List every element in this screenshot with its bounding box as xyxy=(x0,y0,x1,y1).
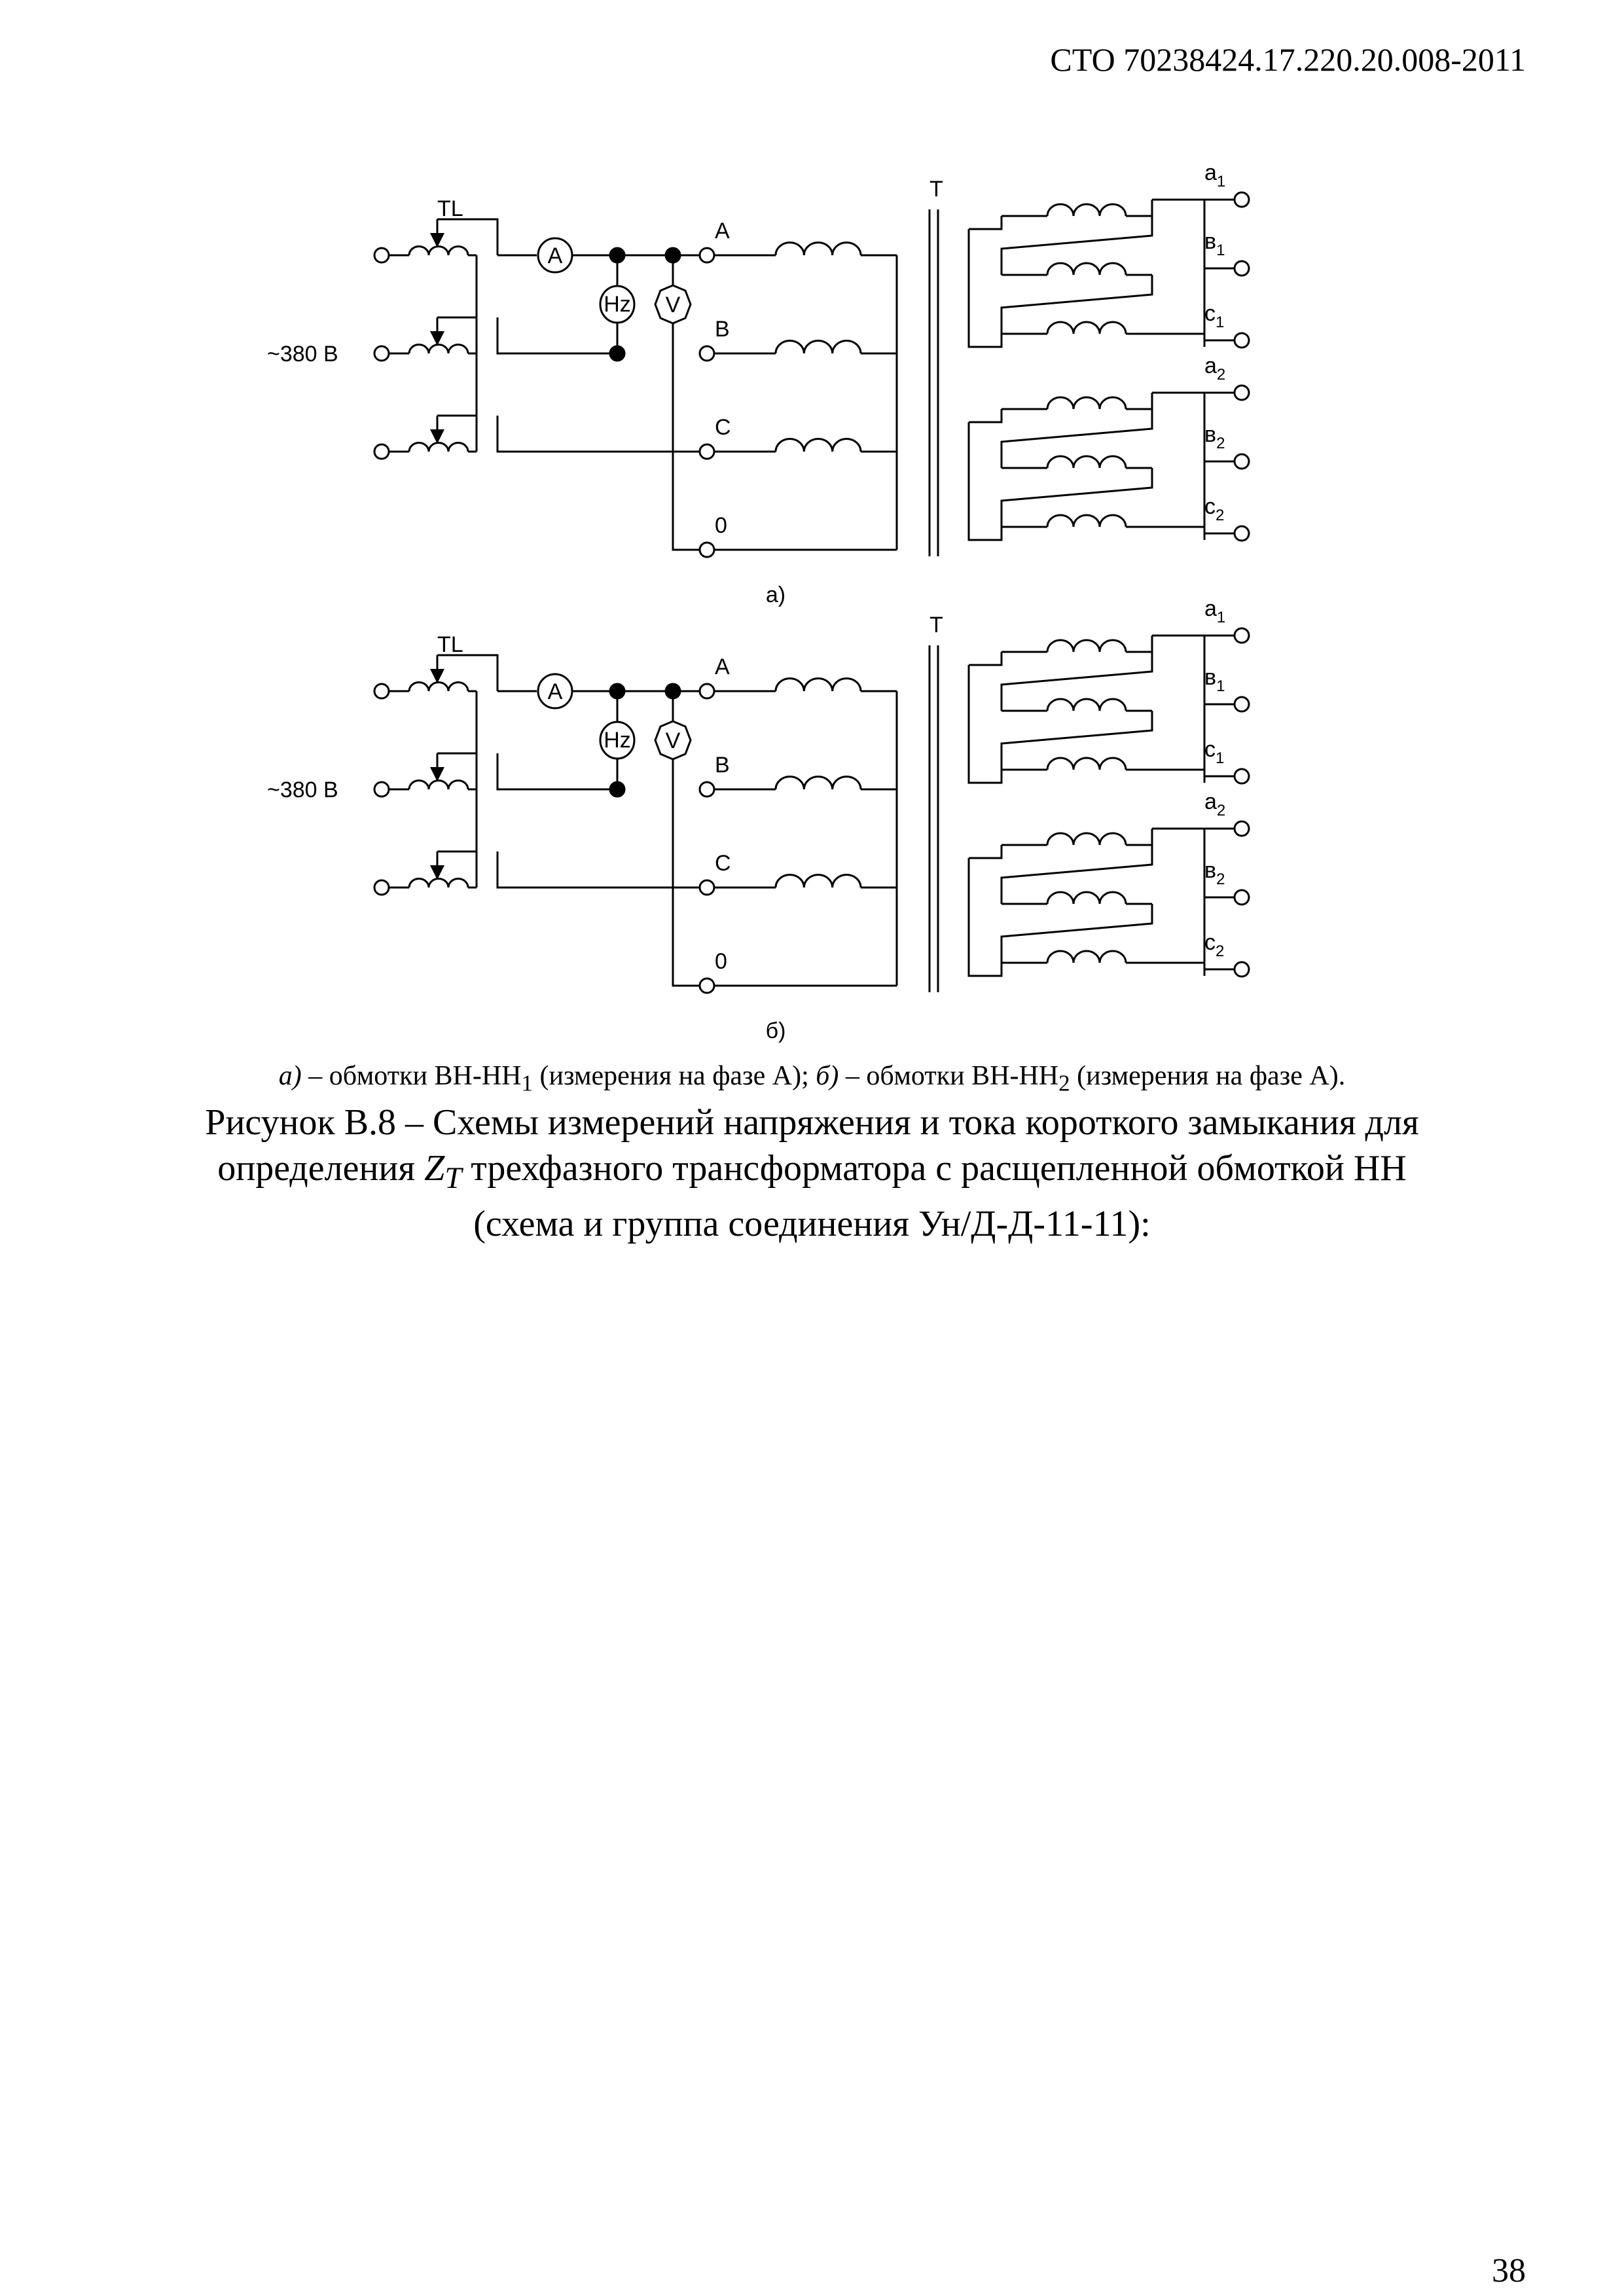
output-terminal xyxy=(1235,261,1249,276)
tap-arrow-icon xyxy=(430,767,444,781)
output-terminal xyxy=(1235,769,1249,783)
hv-winding-coil xyxy=(776,242,861,255)
terminal-label: C xyxy=(715,851,731,876)
input-terminal xyxy=(374,684,389,698)
output-terminal xyxy=(1235,890,1249,905)
transformer-label: T xyxy=(929,613,943,637)
autotransformer-coil xyxy=(409,781,468,790)
terminal-label: A xyxy=(715,219,730,243)
wire xyxy=(969,229,1001,347)
autotransformer-coil xyxy=(409,247,468,256)
tap-arrow-icon xyxy=(430,865,444,880)
caption-line-2-start: определения xyxy=(217,1148,425,1189)
autotransformer-coil xyxy=(409,683,468,692)
terminal-label: C xyxy=(715,415,731,440)
frequency-meter-label: Hz xyxy=(604,292,631,317)
output-label: $а_2$ xyxy=(1204,353,1226,384)
lv-winding-coil xyxy=(1047,204,1126,216)
autotransformer-label: TL xyxy=(437,632,463,657)
tap-arrow-icon xyxy=(430,429,444,444)
caption-line-1: Рисунок В.8 – Схемы измерений напряжения и тока короткого замыкания для xyxy=(205,1102,1419,1143)
voltmeter-label: V xyxy=(665,293,681,317)
output-terminal xyxy=(1235,962,1249,977)
output-terminal xyxy=(1235,526,1249,541)
lv-winding-coil xyxy=(1047,263,1126,275)
output-label: $в_2$ xyxy=(1204,858,1225,888)
wire xyxy=(969,409,1001,422)
circuit-diagram-a xyxy=(267,160,1249,607)
wire xyxy=(969,665,1001,783)
circuit-diagram-b xyxy=(267,596,1249,1043)
terminal-c xyxy=(700,444,714,459)
terminal-label: A xyxy=(715,655,730,679)
lv-winding-coil xyxy=(1047,758,1126,770)
terminal-a xyxy=(700,684,714,698)
note-text-a: – обмотки ВН-НН xyxy=(301,1061,522,1091)
figure-note xyxy=(0,1060,1624,1096)
voltmeter-label: V xyxy=(665,728,681,753)
output-terminal xyxy=(1235,454,1249,469)
terminal-b xyxy=(700,782,714,797)
hv-winding-coil xyxy=(776,340,861,353)
wire xyxy=(497,852,699,888)
hv-winding-coil xyxy=(776,439,861,452)
output-terminal xyxy=(1235,192,1249,207)
lv-winding-coil xyxy=(1047,699,1126,711)
output-terminal xyxy=(1235,821,1249,836)
wire xyxy=(969,216,1001,229)
frequency-meter-label: Hz xyxy=(604,728,631,753)
output-label: $в_2$ xyxy=(1204,422,1225,452)
lv-winding-group-2 xyxy=(969,829,1234,976)
autotransformer-coil xyxy=(409,879,468,888)
voltmeter-return-wire xyxy=(673,759,699,986)
lv-winding-group-1 xyxy=(969,636,1234,783)
output-terminal xyxy=(1235,697,1249,711)
impedance-symbol: Z xyxy=(424,1148,445,1189)
wire xyxy=(497,753,617,789)
hv-winding-coil xyxy=(776,679,861,692)
tap-arrow-icon xyxy=(430,233,444,247)
note-sub-a: 1 xyxy=(521,1070,533,1096)
input-terminal xyxy=(374,346,389,361)
lv-winding-group-2 xyxy=(969,393,1234,540)
output-label: $с_2$ xyxy=(1204,494,1225,524)
lv-winding-coil xyxy=(1047,951,1126,963)
output-label: $с_2$ xyxy=(1204,930,1225,960)
page-number: 38 xyxy=(1492,2252,1526,2289)
caption-line-3: (схема и группа соединения Ун/Д-Д-11-11): xyxy=(473,1204,1151,1245)
terminal-label: 0 xyxy=(715,949,727,974)
document-code: СТО 70238424.17.220.20.008-2011 xyxy=(1050,41,1526,78)
wire xyxy=(969,845,1001,858)
terminal-0 xyxy=(700,543,714,557)
terminal-label: B xyxy=(715,317,730,342)
autotransformer-coil xyxy=(409,345,468,354)
wire xyxy=(969,858,1001,976)
autotransformer-label: TL xyxy=(437,196,463,221)
caption-line-2-end: трехфазного трансформатора с расщепленной обмоткой НН xyxy=(461,1148,1407,1189)
diagram-label: а) xyxy=(765,583,786,607)
tap-arrow-icon xyxy=(430,669,444,683)
terminal-b xyxy=(700,346,714,361)
input-terminal xyxy=(374,880,389,895)
wire xyxy=(969,422,1001,540)
hv-winding-coil xyxy=(776,777,861,790)
terminal-a xyxy=(700,248,714,262)
supply-voltage-label: ~380 В xyxy=(267,778,338,802)
output-label: $а_1$ xyxy=(1204,160,1226,190)
note-label-b: б) xyxy=(816,1061,839,1091)
input-terminal xyxy=(374,782,389,797)
input-terminal xyxy=(374,248,389,262)
lv-winding-coil xyxy=(1047,397,1126,409)
ammeter-label: A xyxy=(547,243,563,268)
diagram-label: б) xyxy=(765,1018,786,1043)
wire xyxy=(969,652,1001,665)
output-label: $а_2$ xyxy=(1204,789,1226,819)
output-label: $в_1$ xyxy=(1204,229,1225,259)
terminal-c xyxy=(700,880,714,895)
lv-winding-coil xyxy=(1047,456,1126,468)
figure-circuit-diagrams xyxy=(0,0,1624,1047)
impedance-subscript: T xyxy=(444,1161,462,1196)
lv-winding-coil xyxy=(1047,515,1126,527)
voltmeter-return-wire xyxy=(673,323,699,550)
supply-voltage-label: ~380 В xyxy=(267,342,338,367)
lv-winding-coil xyxy=(1047,640,1126,652)
output-label: $с_1$ xyxy=(1204,301,1225,331)
note-text-b-end: (измерения на фазе А). xyxy=(1070,1061,1346,1091)
output-terminal xyxy=(1235,333,1249,348)
lv-winding-coil xyxy=(1047,892,1126,904)
caption-line-2 xyxy=(0,1145,1624,1201)
output-label: $с_1$ xyxy=(1204,737,1225,767)
terminal-0 xyxy=(700,978,714,993)
wire xyxy=(497,416,699,452)
terminal-label: 0 xyxy=(715,513,727,538)
figure-caption xyxy=(0,1100,1624,1247)
note-text-b: – обмотки ВН-НН xyxy=(839,1061,1059,1091)
autotransformer-coil xyxy=(409,443,468,452)
wire xyxy=(497,317,617,353)
output-terminal xyxy=(1235,628,1249,643)
output-label: $а_1$ xyxy=(1204,596,1226,626)
hv-winding-coil xyxy=(776,874,861,888)
note-text-a-end: (измерения на фазе А); xyxy=(532,1061,816,1091)
tap-arrow-icon xyxy=(430,331,444,346)
transformer-label: T xyxy=(929,177,943,202)
lv-winding-coil xyxy=(1047,833,1126,845)
lv-winding-group-1 xyxy=(969,200,1234,347)
terminal-label: B xyxy=(715,753,730,778)
ammeter-label: A xyxy=(547,679,563,704)
note-sub-b: 2 xyxy=(1058,1070,1070,1096)
output-terminal xyxy=(1235,386,1249,400)
input-terminal xyxy=(374,444,389,459)
output-label: $в_1$ xyxy=(1204,665,1225,695)
note-label-a: а) xyxy=(278,1061,302,1091)
lv-winding-coil xyxy=(1047,322,1126,334)
